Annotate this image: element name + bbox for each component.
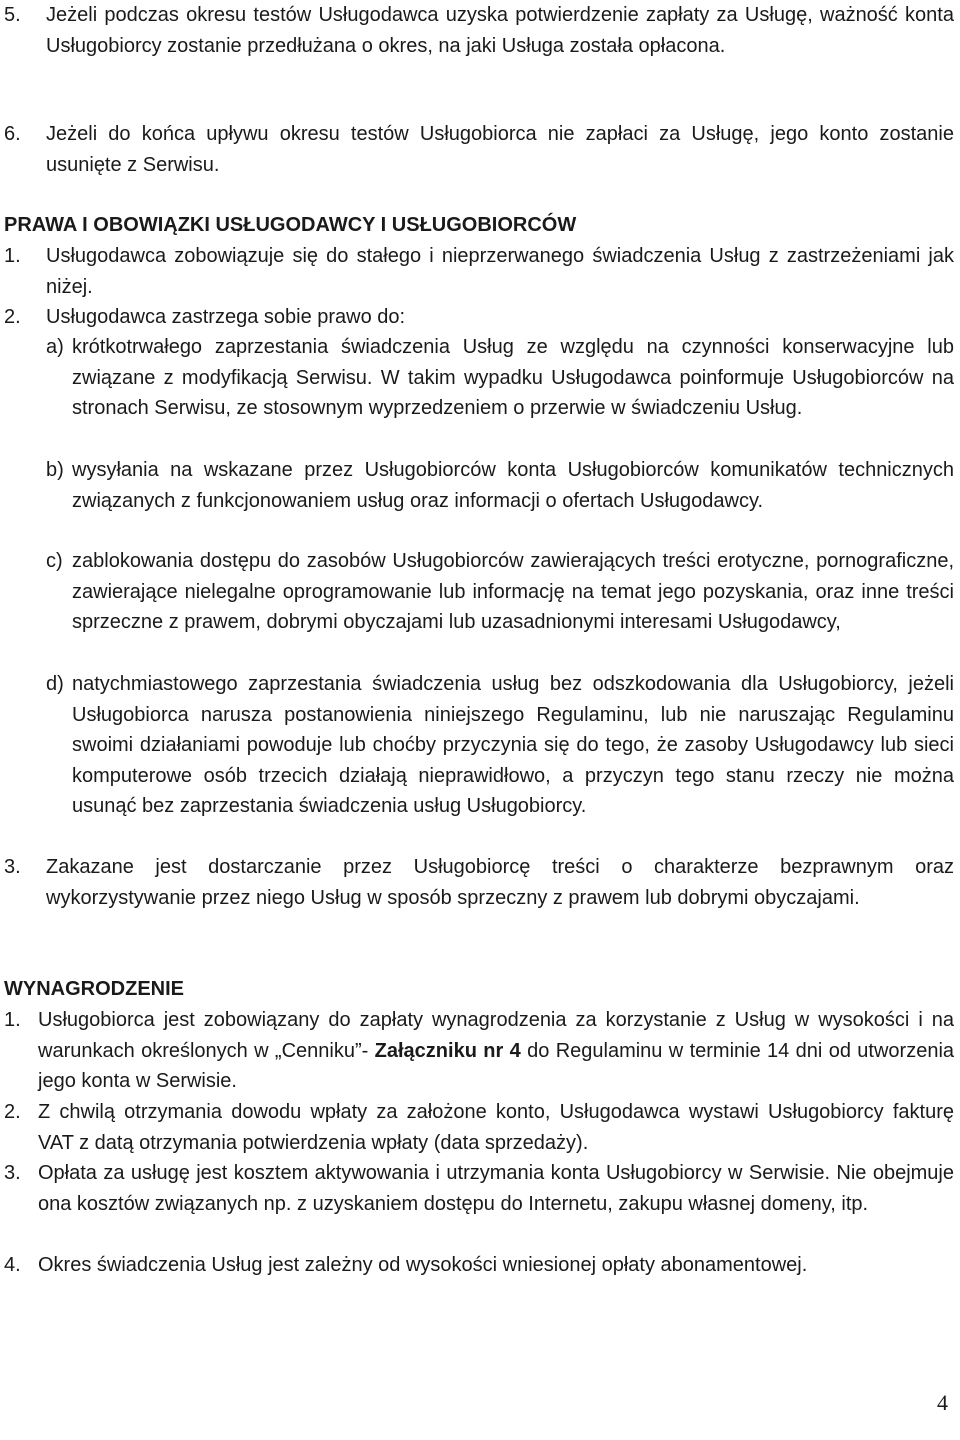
list-item — [4, 852, 954, 913]
sub-list-label: c) — [46, 550, 63, 572]
list-item — [4, 1005, 954, 1097]
list-item-number: 4. — [4, 1254, 21, 1276]
list-item — [4, 1158, 954, 1219]
list-item-number: 3. — [4, 856, 21, 878]
list-item-text: Usługodawca zobowiązuje się do stałego i nieprzerwanego świadczenia Usług z zastrzeżeniami jak niżej. — [46, 245, 954, 298]
list-item-number: 1. — [4, 1009, 21, 1031]
list-item-text-part: do Regulaminu w terminie 14 dni od utworzenia jego konta w Serwisie. — [38, 1039, 955, 1092]
list-item-number: 2. — [4, 1101, 21, 1123]
list-item-text — [38, 1005, 954, 1097]
list-item — [4, 0, 954, 61]
list-item-text: Usługodawca zastrzega sobie prawo do: — [46, 306, 406, 328]
list-item-text: Okres świadczenia Usług jest zależny od wysokości wniesionej opłaty abonamentowej. — [38, 1254, 808, 1276]
sub-list-item — [46, 669, 954, 822]
list-item-number: 2. — [4, 306, 21, 328]
sub-list-text: wysyłania na wskazane przez Usługobiorców konta Usługobiorców komunikatów technicznych związanych z funkcjonowaniem usług oraz informacji o ofertach Usługodawcy. — [72, 459, 954, 512]
list-item-number: 5. — [4, 4, 21, 26]
sub-list-label: d) — [46, 673, 64, 695]
list-item-text: Zakazane jest dostarczanie przez Usługobiorcę treści o charakterze bezprawnym oraz wykorzystywanie przez niego Usług w sposób sprzeczny z prawem lub dobrymi obyczajami. — [46, 856, 954, 909]
section-heading-rights: PRAWA I OBOWIĄZKI USŁUGODAWCY I USŁUGOBIORCÓW — [4, 214, 577, 236]
sub-list-text: krótkotrwałego zaprzestania świadczenia Usług ze względu na czynności konserwacyjne lub związane z modyfikacją Serwisu. W takim wypadku Usługodawca poinformuje Usługobiorców na stronach Serwisu, ze stosownym wyprzedzeniem o przerwie w świadczeniu Usług. — [72, 336, 954, 419]
list-item-number: 6. — [4, 123, 21, 145]
list-item-text: Opłata za usługę jest kosztem aktywowania i utrzymania konta Usługobiorcy w Serwisie. Nie obejmuje ona kosztów związanych np. z uzyskaniem dostępu do Internetu, zakupu własnej domeny, itp. — [38, 1162, 954, 1215]
sub-list-label: b) — [46, 459, 64, 481]
sub-list-label: a) — [46, 336, 64, 358]
sub-list-text: zablokowania dostępu do zasobów Usługobiorców zawierających treści erotyczne, pornograficzne, zawierające nielegalne oprogramowanie lub informację na temat jego pozyskania, oraz inne treści sprzeczne z prawem, dobrymi obyczajami lub uzasadnionymi interesami Usługodawcy, — [72, 550, 954, 633]
list-item — [4, 241, 954, 302]
list-item — [4, 1097, 954, 1158]
list-item-text: Z chwilą otrzymania dowodu wpłaty za założone konto, Usługodawca wystawi Usługobiorcy fakturę VAT z datą otrzymania potwierdzenia wpłaty (data sprzedaży). — [38, 1101, 954, 1154]
page-number: 4 — [937, 1390, 948, 1415]
section-heading-fee: WYNAGRODZENIE — [4, 978, 184, 1000]
list-item-text-part: Usługobiorca jest zobowiązany do zapłaty wynagrodzenia za korzystanie z Usług w wysokości i na warunkach określonych w „Cenniku”- — [38, 1009, 954, 1062]
list-item-text: Jeżeli do końca upływu okresu testów Usługobiorca nie zapłaci za Usługę, jego konto zostanie usunięte z Serwisu. — [46, 123, 954, 176]
list-item — [4, 302, 954, 333]
list-item-number: 3. — [4, 1162, 21, 1184]
sub-list-text: natychmiastowego zaprzestania świadczenia usług bez odszkodowania dla Usługobiorcy, jeżeli Usługobiorca narusza postanowienia niniejszego Regulaminu, lub nie naruszając Regulaminu swoimi działaniami powoduje lub choćby przyczynia się do tego, że zasoby Usługodawcy lub sieci komputerowe osób trzecich działają nieprawidłowo, a przyczyn tego stanu rzeczy nie można usunąć bez zaprzestania świadczenia usług Usługobiorcy. — [72, 673, 954, 817]
sub-list-item — [46, 332, 954, 424]
sub-list-item — [46, 546, 954, 638]
list-item-number: 1. — [4, 245, 21, 267]
list-item-text: Jeżeli podczas okresu testów Usługodawca uzyska potwierdzenie zapłaty za Usługę, ważność konta Usługobiorcy zostanie przedłużana o okres, na jaki Usługa została opłacona. — [46, 4, 954, 57]
list-item — [4, 1250, 954, 1281]
attachment-reference: Załączniku nr 4 — [374, 1039, 521, 1062]
sub-list-item — [46, 455, 954, 516]
list-item — [4, 119, 954, 180]
